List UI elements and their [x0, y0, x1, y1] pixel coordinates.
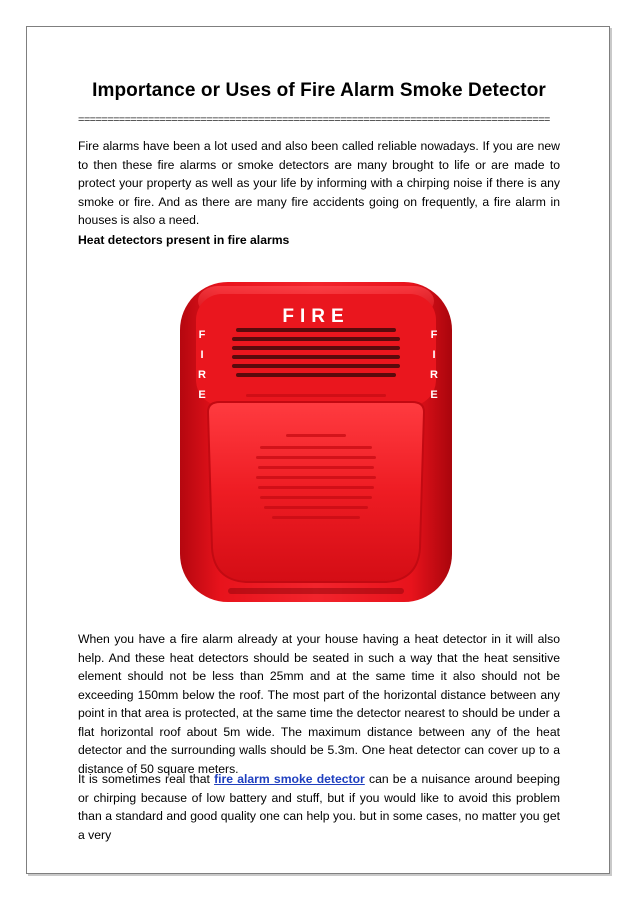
side-letter-left-1: F — [198, 329, 206, 341]
side-letter-right-3: R — [430, 369, 438, 381]
title-divider: ================================================================================= — [78, 114, 550, 126]
side-letter-right-1: F — [430, 329, 438, 341]
fire-label: FIRE — [282, 306, 350, 327]
paragraph-text-end: can be a nuisance around beeping or chirping because of low battery and stuff, but if you would like to avoid this problem than a standard and good quality one can help you. but in some cases, no matter you get a very — [78, 772, 560, 842]
paragraph-text-start: It is sometimes real that — [78, 772, 215, 786]
side-letter-right-2: I — [432, 349, 436, 361]
side-letter-right-4: E — [430, 389, 438, 401]
side-letter-left-2: I — [200, 349, 204, 361]
side-letter-left-4: E — [198, 389, 206, 401]
section-heading: Heat detectors present in fire alarms — [78, 233, 290, 247]
heat-detector-paragraph: When you have a fire alarm already at your house having a heat detector in it will also help. And these heat detectors should be seated in such a way that the heat sensitive element should not be less than 25mm and at the same time it also should not be exceeding 150mm below the roof. The most part of the horizontal distance between any point in that area is protected, at the same time the detector nearest to should be under a flat horizontal roof about 5m wide. The maximum distance between any of the heat detector and the surrounding walls should be 5.3m. One heat detector can cover up to a distance of 50 square meters. — [78, 632, 560, 776]
fire-alarm-smoke-detector-link[interactable]: fire alarm smoke detector — [214, 772, 365, 786]
nuisance-paragraph — [78, 770, 560, 844]
fire-alarm-illustration — [168, 262, 464, 612]
fire-alarm-image — [168, 262, 464, 612]
side-letter-left-3: R — [198, 369, 206, 381]
page-title: Importance or Uses of Fire Alarm Smoke Detector — [92, 80, 546, 101]
intro-paragraph: Fire alarms have been a lot used and also been called reliable nowadays. If you are new to then these fire alarms or smoke detectors are many brought to life or are made to protect your property as well as your life by informing with a chirping noise if there is any smoke or fire. And as there are many fire accidents going on frequently, a fire alarm in houses is also a need. — [78, 139, 560, 227]
